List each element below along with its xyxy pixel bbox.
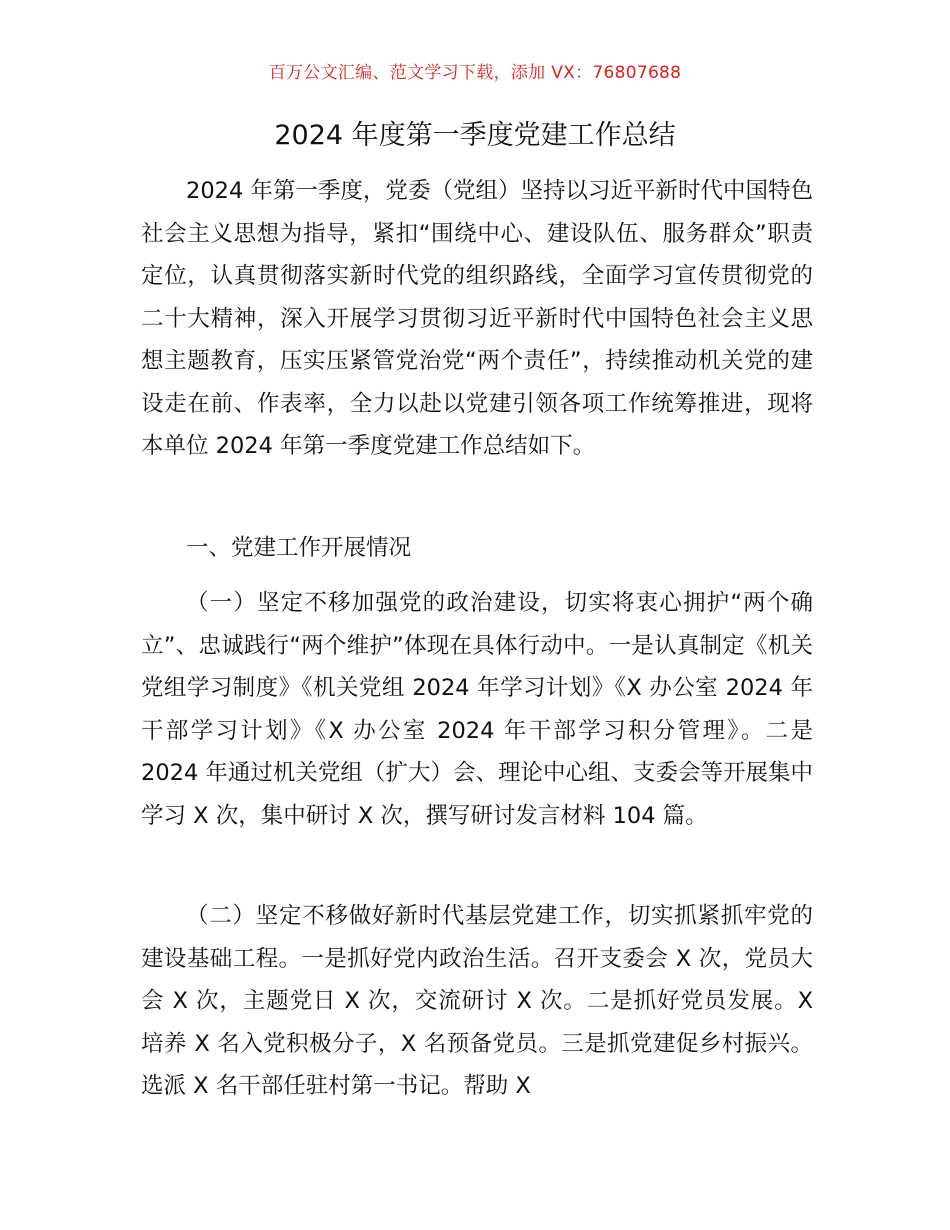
header-watermark-note: 百万公文汇编、范文学习下载，添加 VX：76807688 bbox=[268, 63, 682, 83]
intro-paragraph: 2024 年第一季度，党委（党组）坚持以习近平新时代中国特色社会主义思想为指导，紧扣“围绕中心、建设队伍、服务群众”职责定位，认真贯彻落实新时代党的组织路线，全面学习宣传贯彻党的二十大精神，深入开展学习贯彻习近平新时代中国特色社会主义思想主题教育，压实压紧管党治党“两个责任”，持续推动机关党的建设走在前、作表率，全力以赴以党建引领各项工作统筹推进，现将本单位 2024 年第一季度党建工作总结如下。 bbox=[141, 178, 813, 459]
section-1-heading: 一、党建工作开展情况 bbox=[186, 535, 412, 561]
paragraph-2: （二）坚定不移做好新时代基层党建工作，切实抓紧抓牢党的建设基础工程。一是抓好党内政治生活。召开支委会 X 次，党员大会 X 次，主题党日 X 次，交流研讨 X 次。二是抓好党员发展。X 培养 X 名入党积极分子，X 名预备党员。三是抓党建促乡村振兴。选派 X 名干部任驻村第一书记。帮助 X bbox=[141, 903, 813, 1099]
document-title: 2024 年度第一季度党建工作总结 bbox=[274, 120, 676, 151]
intro-block bbox=[141, 170, 813, 468]
paragraph-1-block bbox=[141, 582, 813, 837]
paragraph-2-block bbox=[141, 895, 813, 1108]
paragraph-1: （一）坚定不移加强党的政治建设，切实将衷心拥护“两个确立”、忠诚践行“两个维护”体现在具体行动中。一是认真制定《机关党组学习制度》《机关党组 2024 年学习计划》《X 办公室 2024 年干部学习计划》《X 办公室 2024 年干部学习积分管理》。二是 2024 年通过机关党组（扩大）会、理论中心组、支委会等开展集中学习 X 次，集中研讨 X 次，撰写研讨发言材料 104 篇。 bbox=[141, 590, 813, 829]
section-heading-block bbox=[141, 527, 813, 570]
